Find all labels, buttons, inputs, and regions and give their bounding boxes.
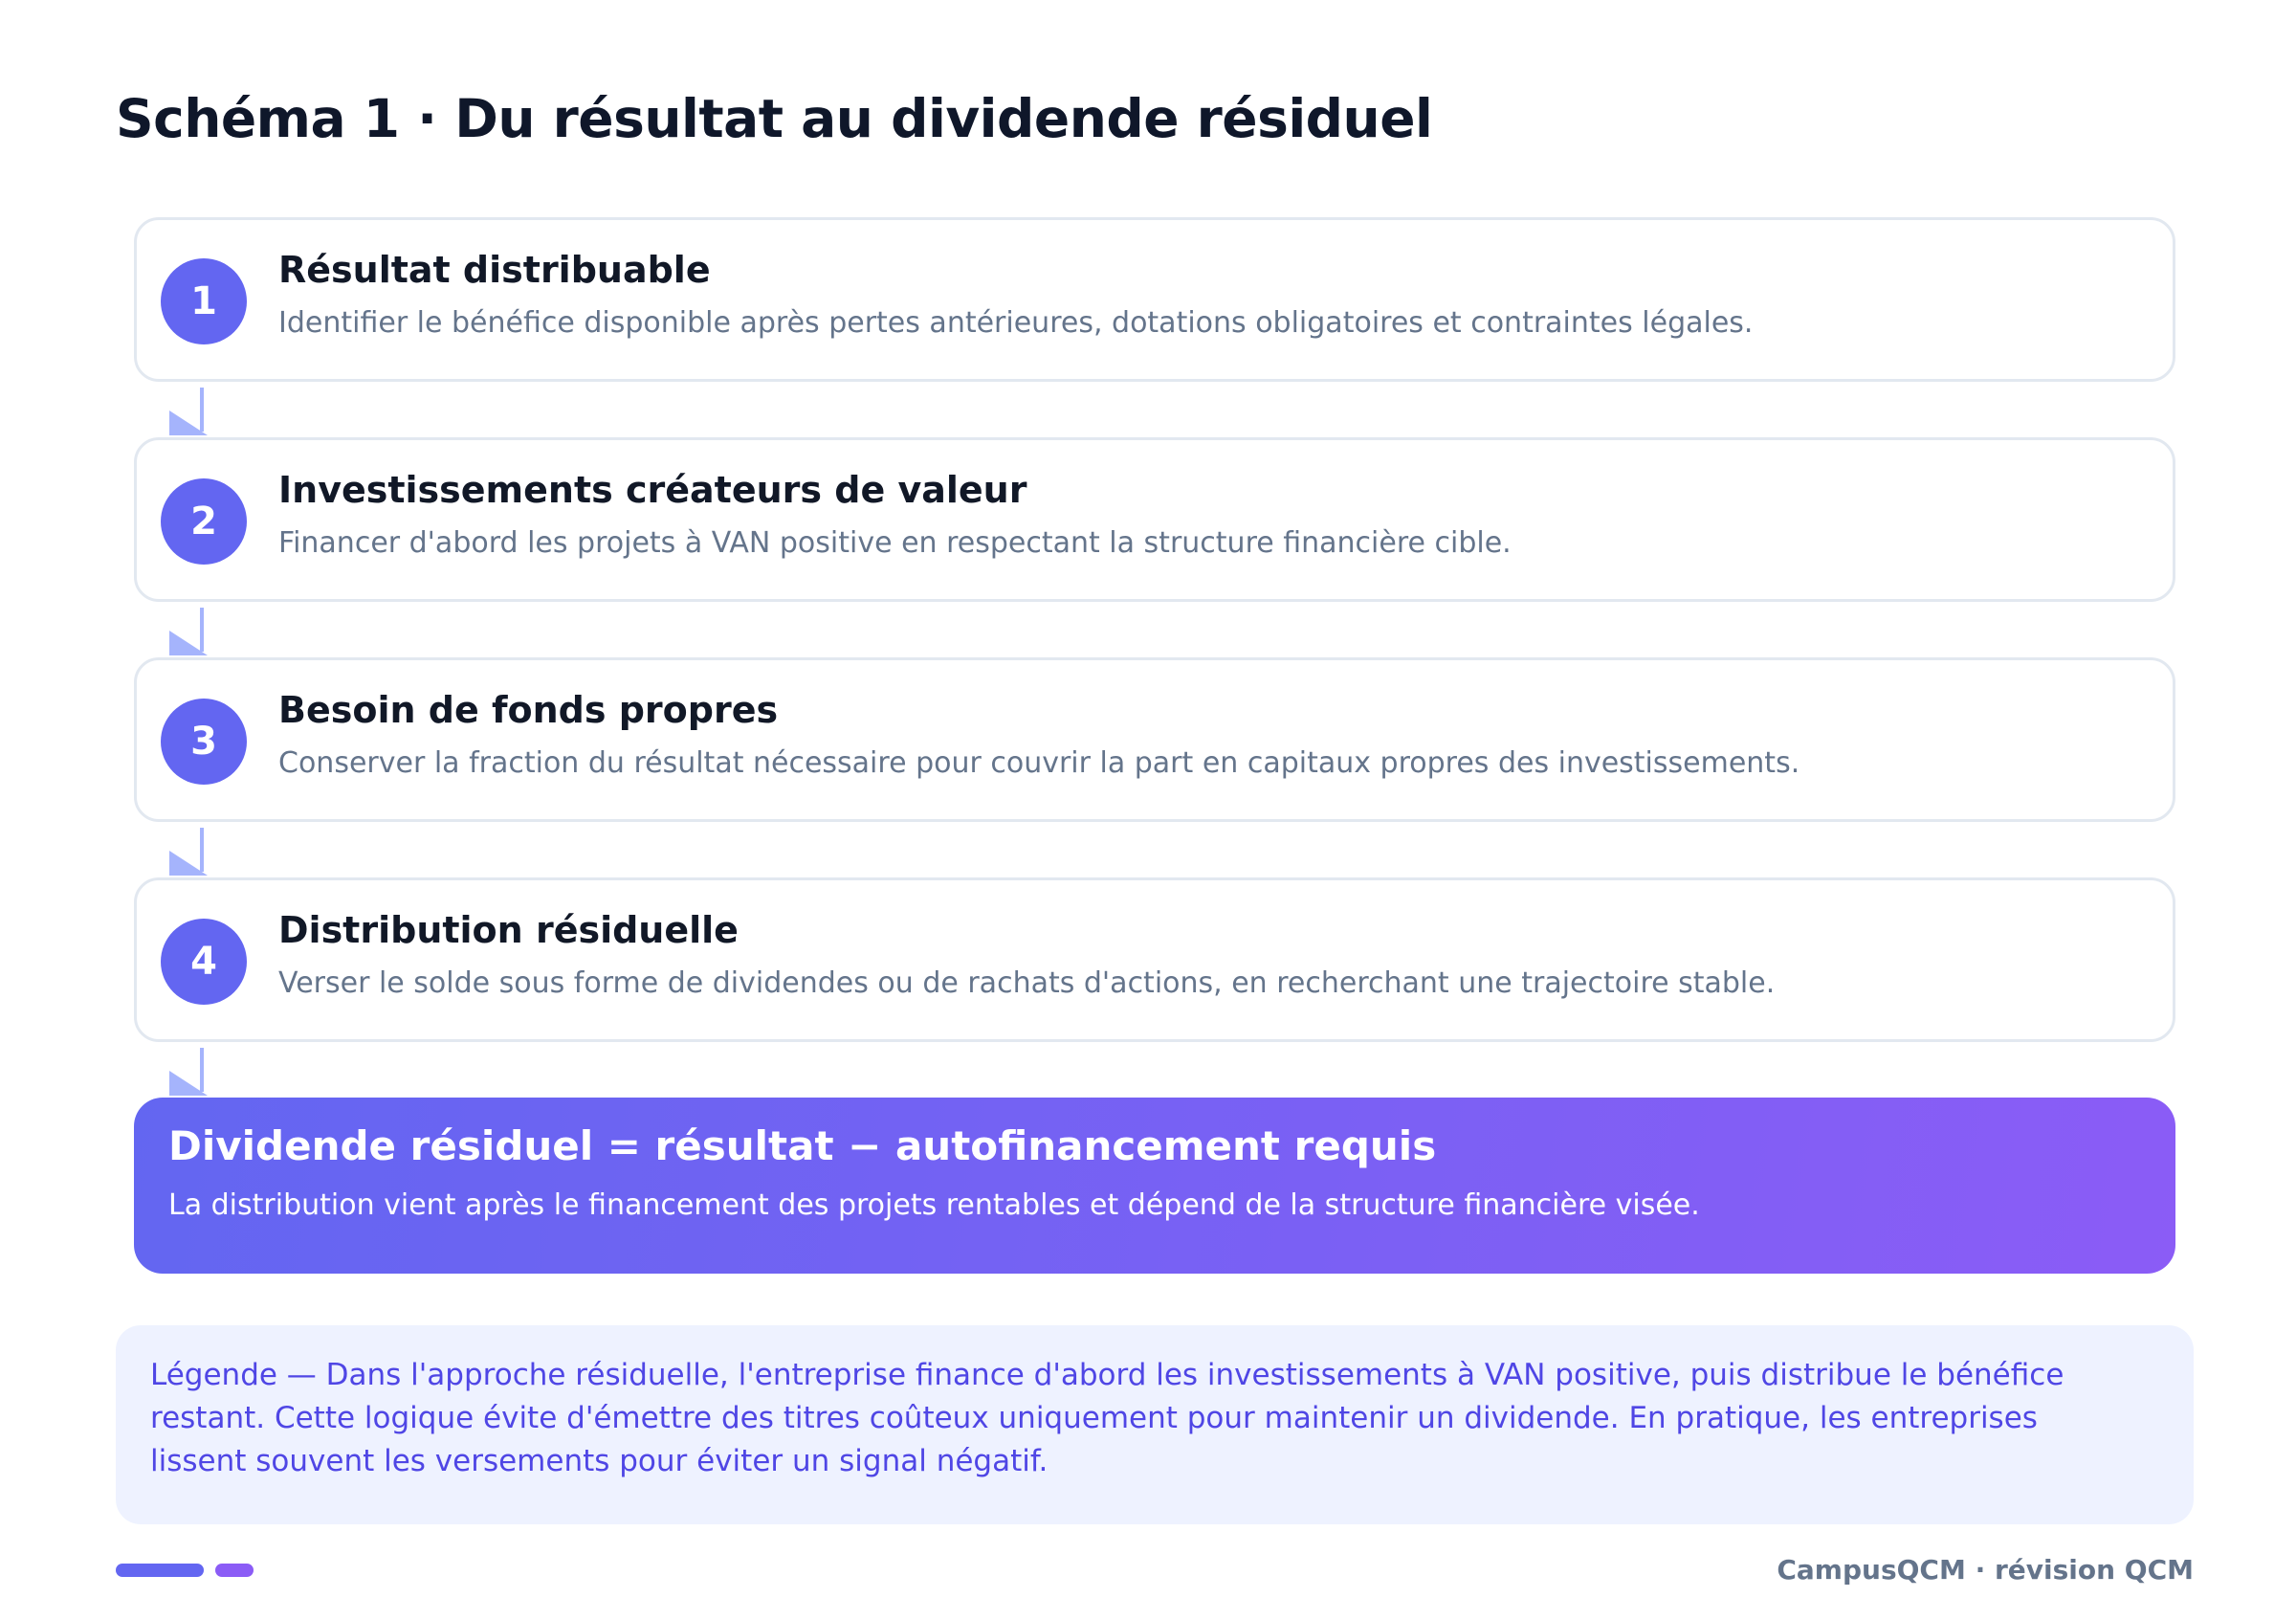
down-arrow-connector-icon bbox=[169, 828, 208, 877]
step-description: Verser le solde sous forme de dividendes ou de rachats d'actions, en recherchant une trajectoire stable. bbox=[278, 966, 1776, 1000]
down-arrow-connector-icon bbox=[169, 608, 208, 657]
step-title: Distribution résiduelle bbox=[278, 909, 739, 951]
step-description: Financer d'abord les projets à VAN positive en respectant la structure financière cible. bbox=[278, 526, 1512, 560]
page-title: Schéma 1 · Du résultat au dividende résiduel bbox=[116, 88, 1433, 149]
steps-flow bbox=[134, 217, 2175, 1042]
step-number-badge: 4 bbox=[161, 919, 247, 1005]
legend-line: restant. Cette logique évite d'émettre des titres coûteux uniquement pour maintenir un dividende. En pratique, les entreprises bbox=[150, 1401, 2038, 1435]
step-title: Résultat distribuable bbox=[278, 249, 711, 291]
step-title: Besoin de fonds propres bbox=[278, 689, 779, 731]
step-number-badge: 3 bbox=[161, 699, 247, 785]
step-card-4 bbox=[134, 877, 2175, 1042]
legend-box bbox=[116, 1325, 2194, 1524]
step-number-badge: 2 bbox=[161, 478, 247, 565]
step-description: Identifier le bénéfice disponible après pertes antérieures, dotations obligatoires et contraintes légales. bbox=[278, 306, 1754, 340]
step-card-3 bbox=[134, 657, 2175, 822]
down-arrow-connector-icon bbox=[169, 1048, 208, 1098]
step-title: Investissements créateurs de valeur bbox=[278, 469, 1027, 511]
footer-brand: CampusQCM · révision QCM bbox=[1777, 1554, 2194, 1586]
step-number-badge: 1 bbox=[161, 258, 247, 344]
legend-line: Légende — Dans l'approche résiduelle, l'entreprise finance d'abord les investissements à VAN positive, puis distribue le bénéfice bbox=[150, 1358, 2064, 1392]
legend-line: lissent souvent les versements pour éviter un signal négatif. bbox=[150, 1444, 1049, 1478]
result-description: La distribution vient après le financement des projets rentables et dépend de la structure financière visée. bbox=[168, 1188, 1700, 1222]
result-formula-title: Dividende résiduel = résultat − autofinancement requis bbox=[168, 1122, 1437, 1169]
step-card-1 bbox=[134, 217, 2175, 382]
down-arrow-connector-icon bbox=[169, 388, 208, 437]
step-description: Conserver la fraction du résultat nécessaire pour couvrir la part en capitaux propres des investissements. bbox=[278, 746, 1800, 780]
footer-accent-bar bbox=[116, 1564, 204, 1577]
step-card-2 bbox=[134, 437, 2175, 602]
footer-accent-bar-secondary bbox=[215, 1564, 254, 1577]
result-formula-box bbox=[134, 1098, 2175, 1274]
